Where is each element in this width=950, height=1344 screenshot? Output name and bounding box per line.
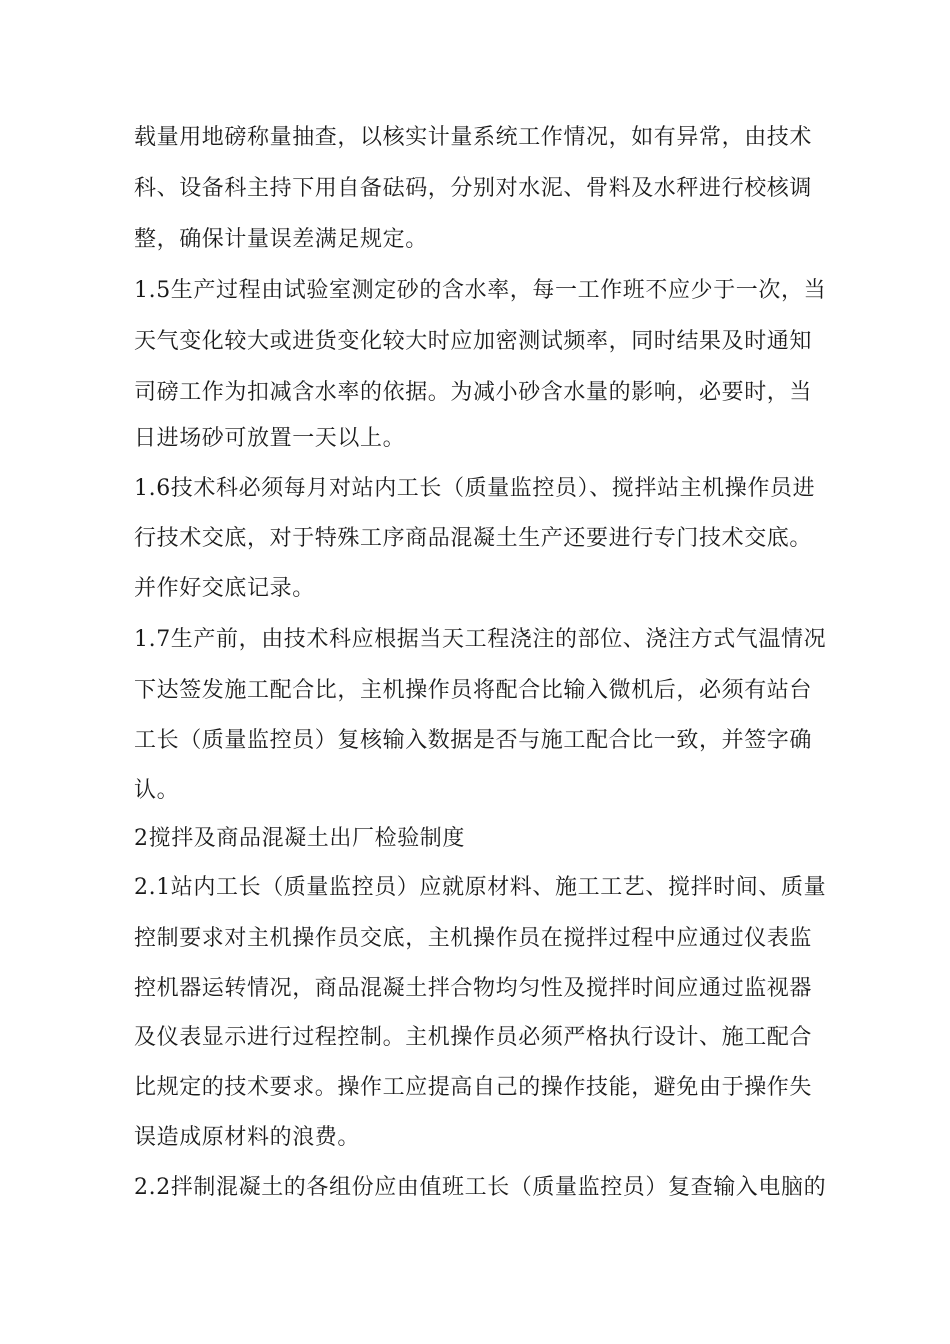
text-line: 天气变化较大或进货变化较大时应加密测试频率，同时结果及时通知 <box>134 329 813 354</box>
text-line: 认。 <box>134 778 180 803</box>
text-line: 科、设备科主持下用自备砝码，分别对水泥、骨料及水秤进行校核调 <box>134 176 813 201</box>
text-line: 并作好交底记录。 <box>134 576 315 601</box>
text-line: 日进场砂可放置一天以上。 <box>134 426 406 451</box>
text-line: 控制要求对主机操作员交底，主机操作员在搅拌过程中应通过仪表监 <box>134 926 813 951</box>
text-line: 1.5生产过程由试验室测定砂的含水率，每一工作班不应少于一次，当 <box>134 278 827 303</box>
text-line: 整，确保计量误差满足规定。 <box>134 227 428 252</box>
text-line: 载量用地磅称量抽查，以核实计量系统工作情况，如有异常，由技术 <box>134 125 813 150</box>
text-line: 下达签发施工配合比，主机操作员将配合比输入微机后，必须有站台 <box>134 678 813 703</box>
section-heading: 2搅拌及商品混凝土出厂检验制度 <box>134 826 465 851</box>
text-line: 控机器运转情况，商品混凝土拌合物均匀性及搅拌时间应通过监视器 <box>134 976 813 1001</box>
text-line: 行技术交底，对于特殊工序商品混凝土生产还要进行专门技术交底。 <box>134 526 813 551</box>
text-line: 1.6技术科必须每月对站内工长（质量监控员）、搅拌站主机操作员进 <box>134 476 816 501</box>
text-line: 及仪表显示进行过程控制。主机操作员必须严格执行设计、施工配合 <box>134 1025 813 1050</box>
text-line: 1.7生产前，由技术科应根据当天工程浇注的部位、浇注方式气温情况 <box>134 627 827 652</box>
text-line: 比规定的技术要求。操作工应提高自己的操作技能，避免由于操作失 <box>134 1075 813 1100</box>
text-line: 2.2拌制混凝土的各组份应由值班工长（质量监控员）复查输入电脑的 <box>134 1175 827 1200</box>
text-line: 司磅工作为扣减含水率的依据。为减小砂含水量的影响，必要时，当 <box>134 380 813 405</box>
text-line: 误造成原材料的浪费。 <box>134 1125 361 1150</box>
text-line: 工长（质量监控员）复核输入数据是否与施工配合比一致，并签字确 <box>134 728 813 753</box>
text-line: 2.1站内工长（质量监控员）应就原材料、施工工艺、搅拌时间、质量 <box>134 875 827 900</box>
